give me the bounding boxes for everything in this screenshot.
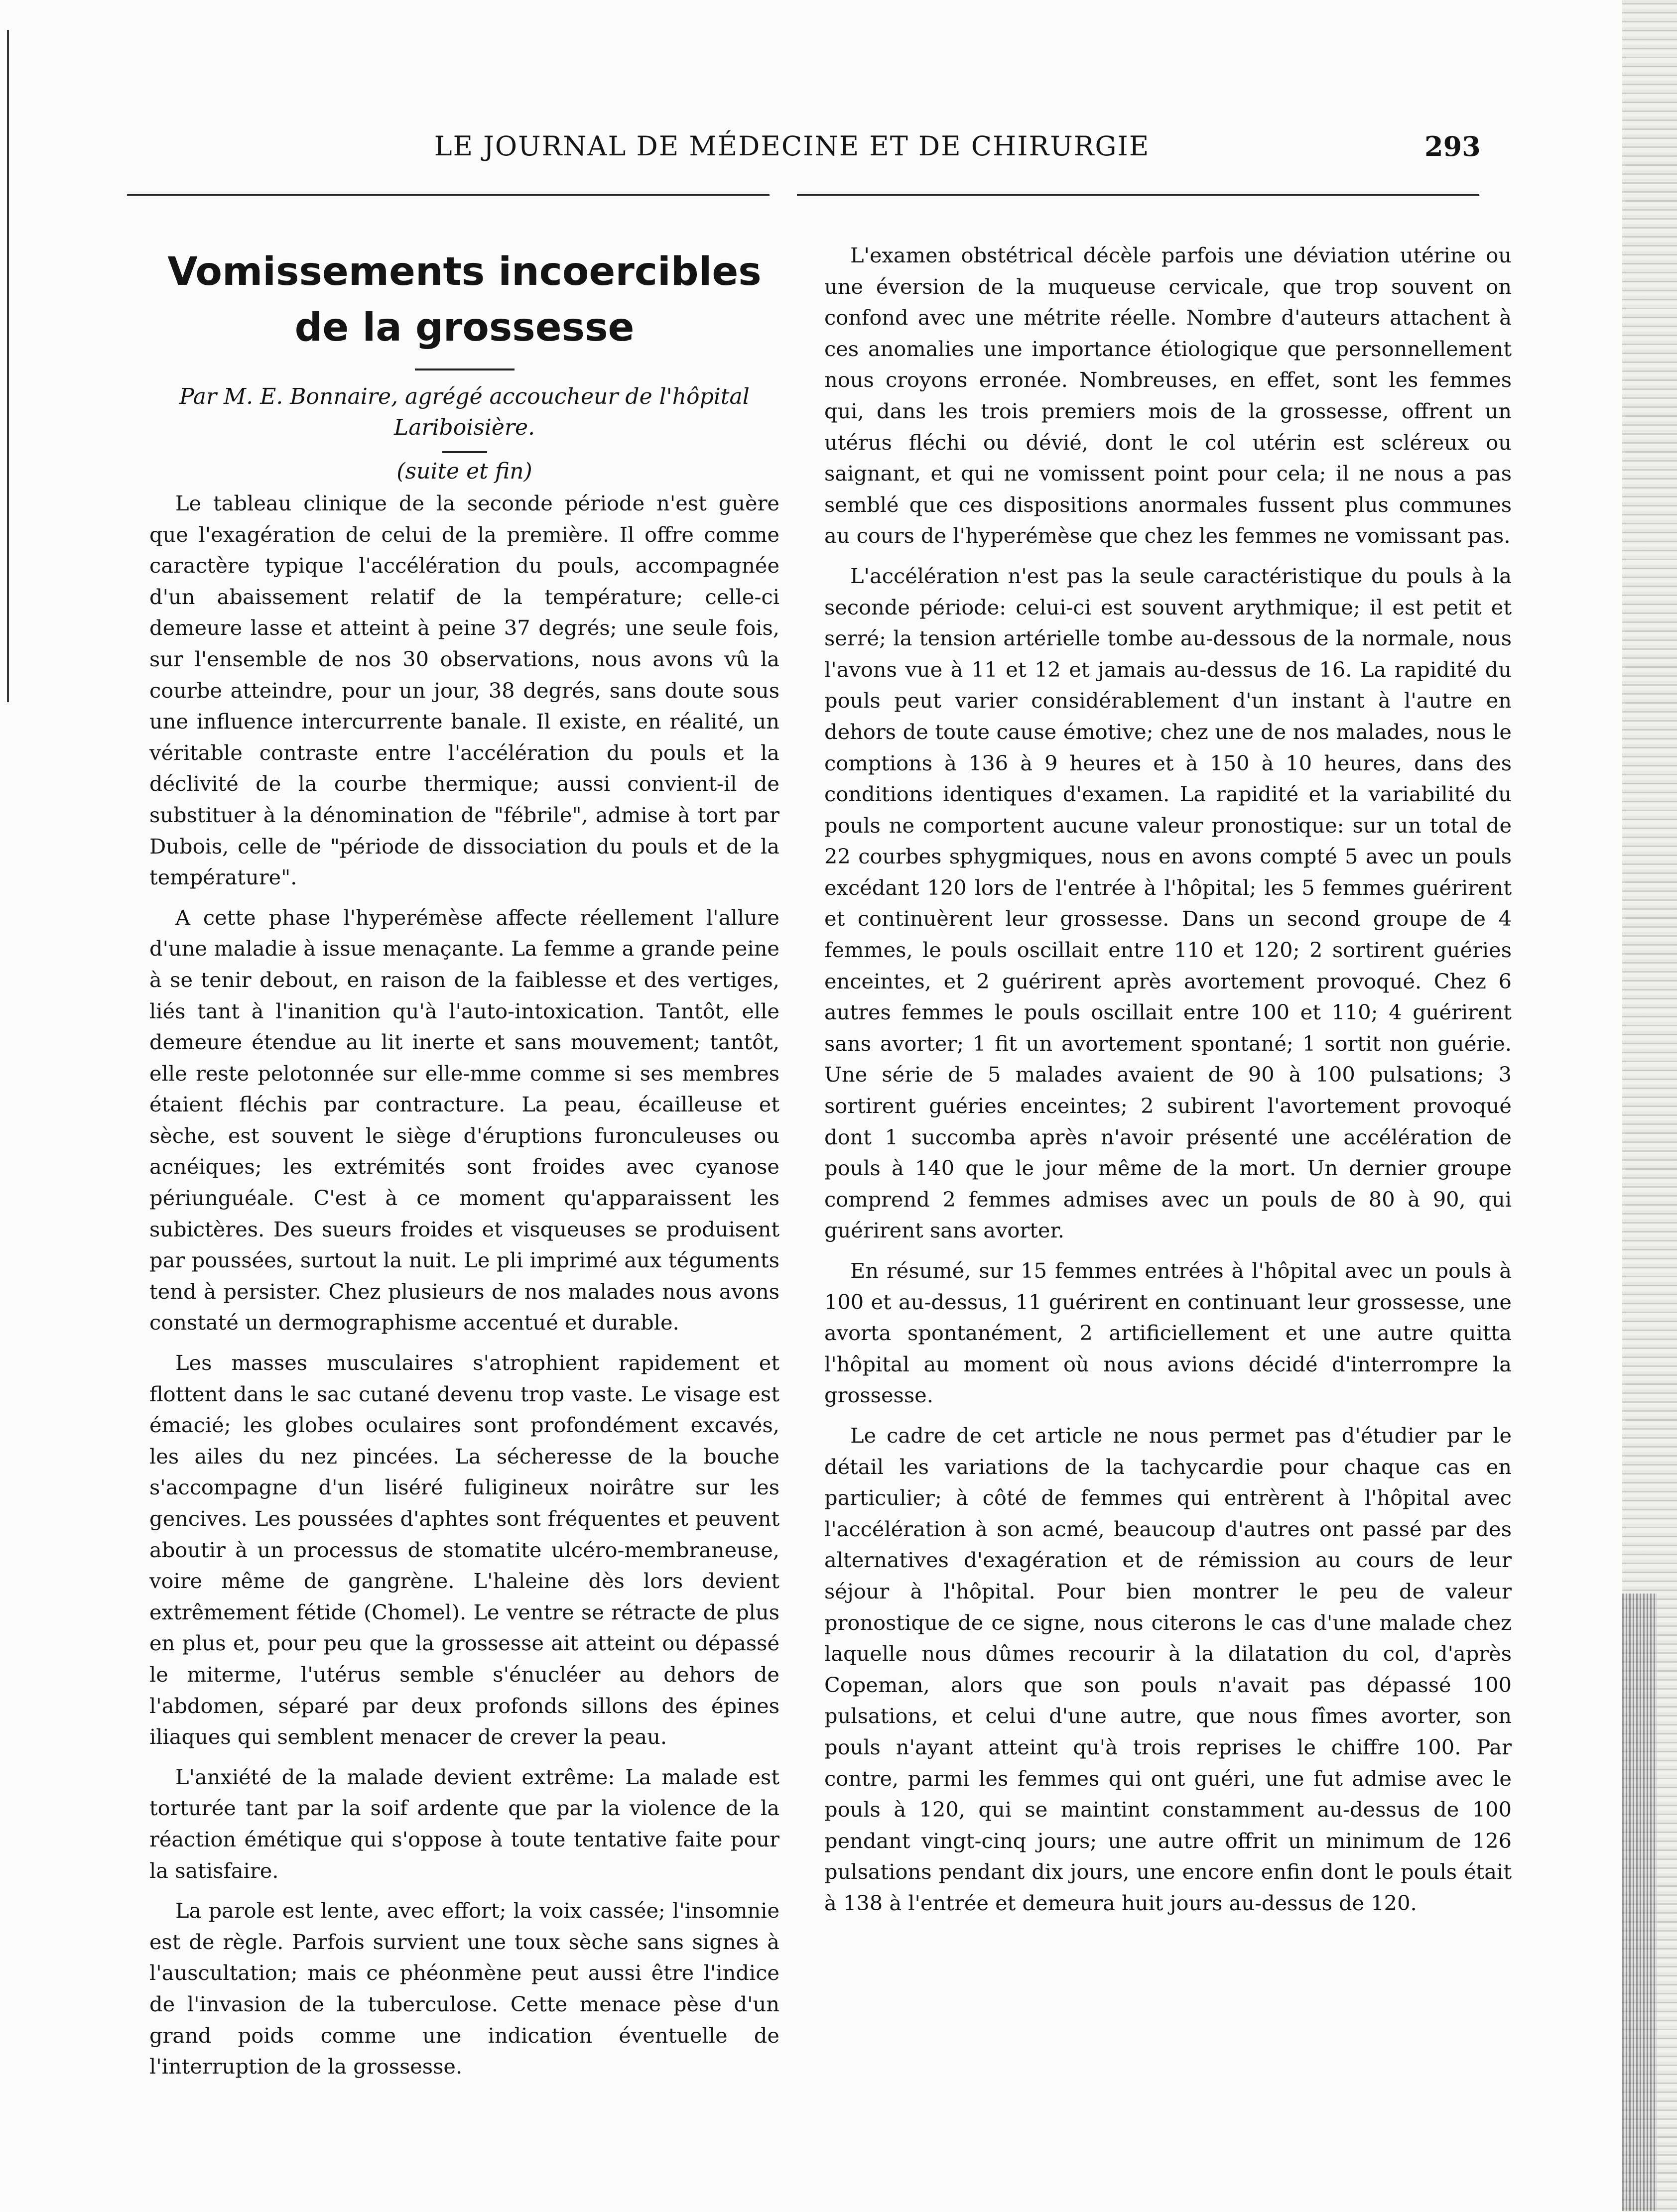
running-head: LE JOURNAL DE MÉDECINE ET DE CHIRURGIE xyxy=(434,130,1150,162)
paragraph: L'accélération n'est pas la seule caractéristique du pouls à la seconde période: celui-ci est souvent arythmique; il est petit et serré; la tension artérielle tombe au-dessous de la normale, nous l'avons vue à 11 et 12 et jamais au-dessus de 16. La rapidité du pouls peut varier considérablement d'un instant à l'autre en dehors de toute cause émotive; chez une de nos malades, nous le comptions à 136 à 9 heures et à 150 à 10 heures, dans des conditions identiques d'examen. La rapidité et la variabilité du pouls ne comportent aucune valeur pronostique: sur un total de 22 courbes sphygmiques, nous en avons compté 5 avec un pouls excédant 120 lors de l'entrée à l'hôpital; les 5 femmes guérirent et continuèrent leur grossesse. Dans un second groupe de 4 femmes, le pouls oscillait entre 110 et 120; 2 sortirent guéries enceintes, et 2 guérirent après avortement provoqué. Chez 6 autres femmes le pouls oscillait entre 100 et 110; 4 guérirent sans avorter; 1 fit un avortement spontané; 1 sortit non guérie. Une série de 5 malades avaient de 90 à 100 pulsations; 3 sortirent guéries enceintes; 2 subirent l'avortement provoqué dont 1 succomba après n'avoir présenté une accélération de pouls à 140 que le jour même de la mort. Un dernier groupe comprend 2 femmes admises avec un pouls de 80 à 90, qui guérirent sans avorter. xyxy=(824,563,1512,1243)
paragraph: La parole est lente, avec effort; la voix cassée; l'insomnie est de règle. Parfois survient une toux sèche sans signes à l'auscultation; mais ce phéonmène peut aussi être l'indice de l'invasion de la tuberculose. Cette menace pèse d'un grand poids comme une indication éventuelle de l'interruption de la grossesse. xyxy=(149,1898,779,2079)
title-rule xyxy=(415,369,515,370)
paragraph: L'examen obstétrical décèle parfois une déviation utérine ou une éversion de la muqueuse cervicale, que trop souvent on confond avec une métrite réelle. Nombre d'auteurs attachent à ces anomalies une importance étiologique que personnellement nous croyons erronée. Nombreuses, en effet, sont les femmes qui, dans les trois premiers mois de la grossesse, offrent un utérus fléchi ou dévié, dont le col utérin est scléreux ou saignant, et qui ne vomissent point pour cela; il ne nous a pas semblé que ces dispositions anormales fussent plus communes au cours de l'hyperémèse que chez les femmes ne vomissant pas. xyxy=(824,243,1512,548)
article-title: Vomissements incoercibles de la grossesse xyxy=(167,249,762,350)
paragraph: Le tableau clinique de la seconde période n'est guère que l'exagération de celui de la première. Il offre comme caractère typique l'accélération du pouls, accompagnée d'un abaissement relatif de la température; celle-ci demeure lasse et atteint à peine 37 degrés; une seule fois, sur l'ensemble de nos 30 observations, nous avons vû la courbe atteindre, pour un jour, 38 degrés, sans doute sous une influence intercurrente banale. Il existe, en réalité, un véritable contraste entre l'accélération du pouls et la déclivité de la courbe thermique; aussi convient-il de substituer à la dénomination de "fébrile", admise à tort par Dubois, celle de "période de dissociation du pouls et de la température". xyxy=(149,491,779,890)
paragraph: En résumé, sur 15 femmes entrées à l'hôpital avec un pouls à 100 et au-dessus, 11 guérirent en continuant leur grossesse, une avorta spontanément, 2 artificiellement et une autre quitta l'hôpital au moment où nous avions décidé d'interrompre la grossesse. xyxy=(824,1258,1512,1408)
paragraph: L'anxiété de la malade devient extrême: La malade est torturée tant par la soif ardente que par la violence de la réaction émétique qui s'oppose à toute tentative faite pour la satisfaire. xyxy=(149,1764,779,1883)
header-rule-right xyxy=(797,194,1479,196)
header-rule-left xyxy=(127,194,770,196)
byline-rule xyxy=(442,451,487,453)
scan-binding-shadow xyxy=(1622,1594,1657,2211)
left-column xyxy=(149,239,779,2083)
paragraph: Le cadre de cet article ne nous permet pas d'étudier par le détail les variations de la tachycardie pour chaque cas en particulier; à côté de femmes qui entrèrent à l'hôpital avec l'accélération à son acmé, beaucoup d'autres ont passé par des alternatives d'exagération et de rémission au cours de leur séjour à l'hôpital. Pour bien montrer le peu de valeur pronostique de ce signe, nous citerons le cas d'une malade chez laquelle nous dûmes recourir à la dilatation du col, d'après Copeman, alors que son pouls n'avait pas dépassé 100 pulsations, et celui d'une autre, que nous fîmes avorter, son pouls n'ayant atteint qu'à trois reprises le chiffre 100. Par contre, parmi les femmes qui ont guéri, une fut admise avec le pouls à 120, qui se maintint constamment au-dessus de 100 pendant vingt-cinq jours; une autre offrit un minimum de 126 pulsations pendant dix jours, une encore enfin dont le pouls était à 138 à l'entrée et demeura huit jours au-dessus de 120. xyxy=(824,1423,1512,1915)
paragraph: A cette phase l'hyperémèse affecte réellement l'allure d'une maladie à issue menaçante. La femme a grande peine à se tenir debout, en raison de la faiblesse et des vertiges, liés tant à l'inanition qu'à l'auto-intoxication. Tantôt, elle demeure étendue au lit inerte et sans mouvement; tantôt, elle reste pelotonnée sur elle-mme comme si ses membres étaient fléchis par contracture. La peau, écailleuse et sèche, est souvent le siège d'éruptions furonculeuses ou acnéiques; les extrémités sont froides avec cyanose périunguéale. C'est à ce moment qu'apparaissent les subictères. Des sueurs froides et visqueuses se produisent par poussées, surtout la nuit. Le pli imprimé aux téguments tend à persister. Chez plusieurs de nos malades nous avons constaté un dermographisme accentué et durable. xyxy=(149,905,779,1335)
paragraph: Les masses musculaires s'atrophient rapidement et flottent dans le sac cutané devenu trop vaste. Le visage est émacié; les globes oculaires sont profondément excavés, les ailes du nez pincées. La sécheresse de la bouche s'accompagne d'un liséré fuligineux noirâtre sur les gencives. Les poussées d'aphtes sont fréquentes et peuvent aboutir à un processus de stomatite ulcéro-membraneuse, voire même de gangrène. L'haleine dès lors devient extrêmement fétide (Chomel). Le ventre se rétracte de plus en plus et, pour peu que la grossesse ait atteint ou dépassé le miterme, l'utérus semble s'énucléer au dehors de l'abdomen, séparé par deux profonds sillons des épines iliaques qui semblent menacer de crever la peau. xyxy=(149,1351,779,1749)
article-byline: Par M. E. Bonnaire, agrégé accoucheur de l'hôpital Lariboisière. xyxy=(179,384,750,440)
continuation-note: (suite et fin) xyxy=(396,459,532,484)
right-column xyxy=(824,239,1512,1919)
scan-left-edge xyxy=(7,30,9,702)
page-number: 293 xyxy=(1424,130,1481,162)
